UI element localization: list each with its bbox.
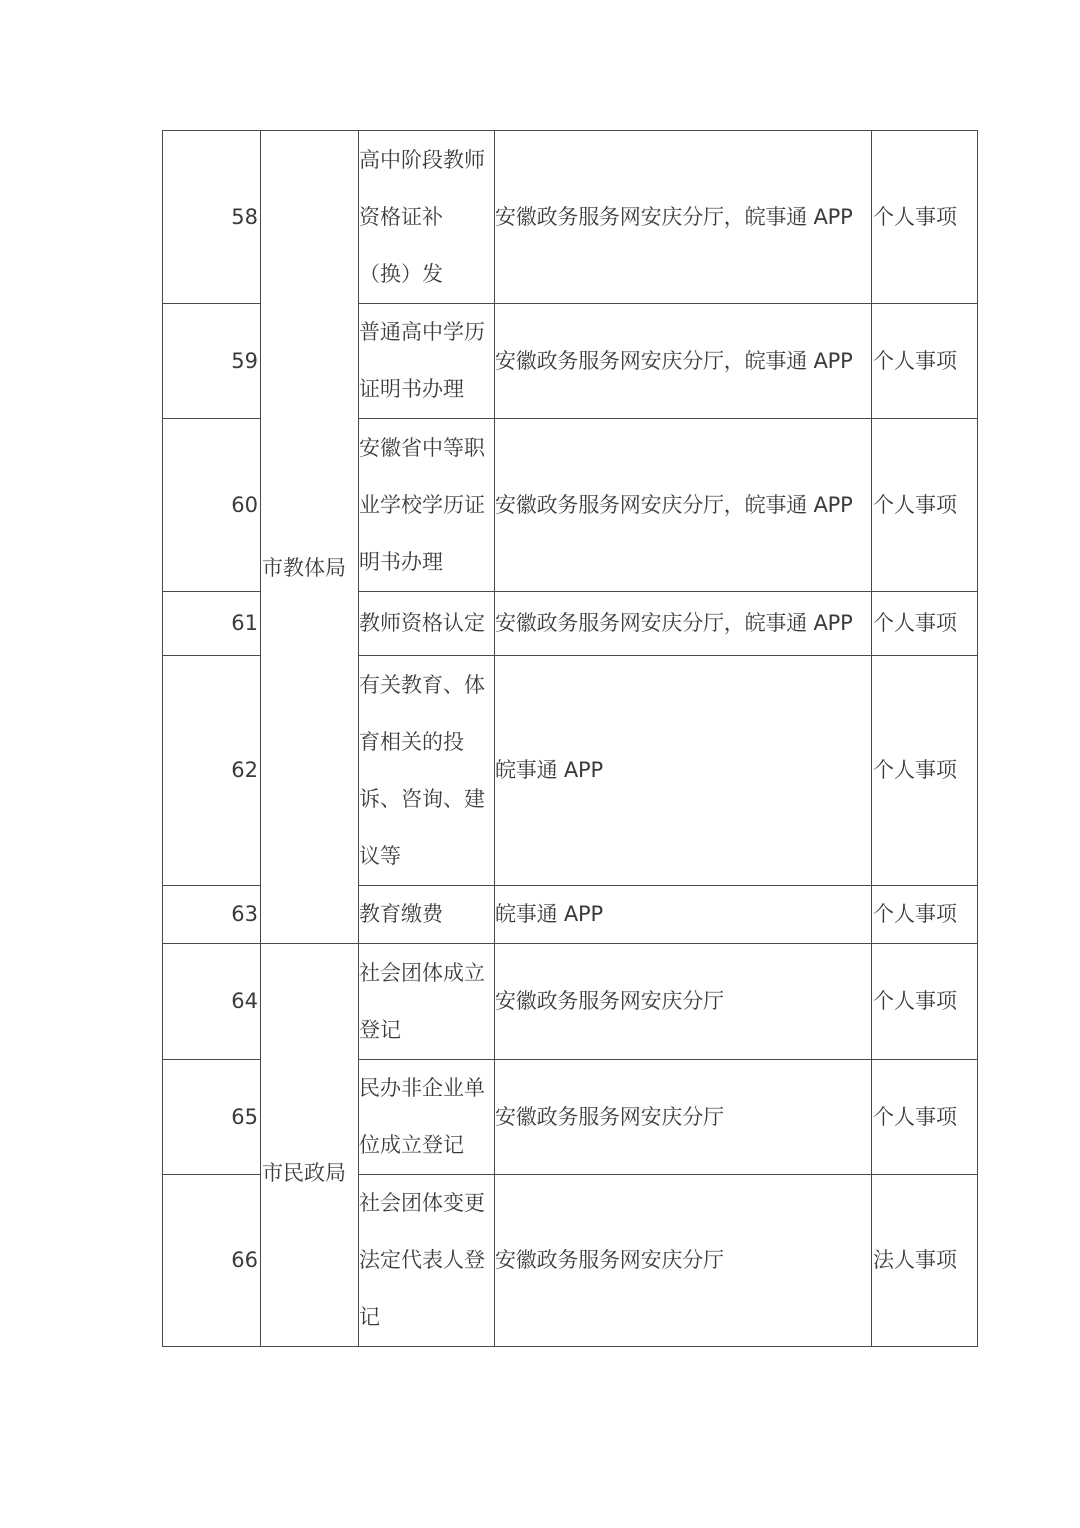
item-type: 个人事项 (872, 1060, 978, 1175)
item-name: 普通高中学历证明书办理 (359, 304, 495, 419)
service-channel: 安徽政务服务网安庆分厅，皖事通 APP (495, 131, 872, 304)
table-row (163, 944, 978, 1060)
item-type: 个人事项 (872, 656, 978, 886)
service-channel: 安徽政务服务网安庆分厅，皖事通 APP (495, 592, 872, 656)
item-name: 有关教育、体育相关的投诉、咨询、建议等 (359, 656, 495, 886)
row-number: 60 (163, 419, 261, 592)
department-cell: 市教体局 (261, 131, 359, 944)
service-channel: 安徽政务服务网安庆分厅 (495, 944, 872, 1060)
row-number: 63 (163, 886, 261, 944)
item-type: 个人事项 (872, 944, 978, 1060)
item-name: 社会团体成立登记 (359, 944, 495, 1060)
table-row (163, 131, 978, 304)
item-name: 民办非企业单位成立登记 (359, 1060, 495, 1175)
item-name: 教育缴费 (359, 886, 495, 944)
row-number: 61 (163, 592, 261, 656)
row-number: 62 (163, 656, 261, 886)
service-items-table (162, 130, 978, 1347)
row-number: 64 (163, 944, 261, 1060)
item-type: 个人事项 (872, 131, 978, 304)
item-type: 个人事项 (872, 592, 978, 656)
row-number: 65 (163, 1060, 261, 1175)
item-name: 社会团体变更法定代表人登记 (359, 1175, 495, 1347)
item-name: 高中阶段教师资格证补（换）发 (359, 131, 495, 304)
service-channel: 安徽政务服务网安庆分厅，皖事通 APP (495, 304, 872, 419)
row-number: 59 (163, 304, 261, 419)
item-type: 个人事项 (872, 304, 978, 419)
item-type: 个人事项 (872, 419, 978, 592)
service-channel: 安徽政务服务网安庆分厅 (495, 1060, 872, 1175)
item-name: 安徽省中等职业学校学历证明书办理 (359, 419, 495, 592)
row-number: 58 (163, 131, 261, 304)
service-channel: 安徽政务服务网安庆分厅 (495, 1175, 872, 1347)
row-number: 66 (163, 1175, 261, 1347)
service-channel: 皖事通 APP (495, 886, 872, 944)
department-cell: 市民政局 (261, 944, 359, 1347)
document-page (162, 130, 977, 1347)
item-name: 教师资格认定 (359, 592, 495, 656)
service-channel: 安徽政务服务网安庆分厅，皖事通 APP (495, 419, 872, 592)
item-type: 法人事项 (872, 1175, 978, 1347)
item-type: 个人事项 (872, 886, 978, 944)
service-channel: 皖事通 APP (495, 656, 872, 886)
